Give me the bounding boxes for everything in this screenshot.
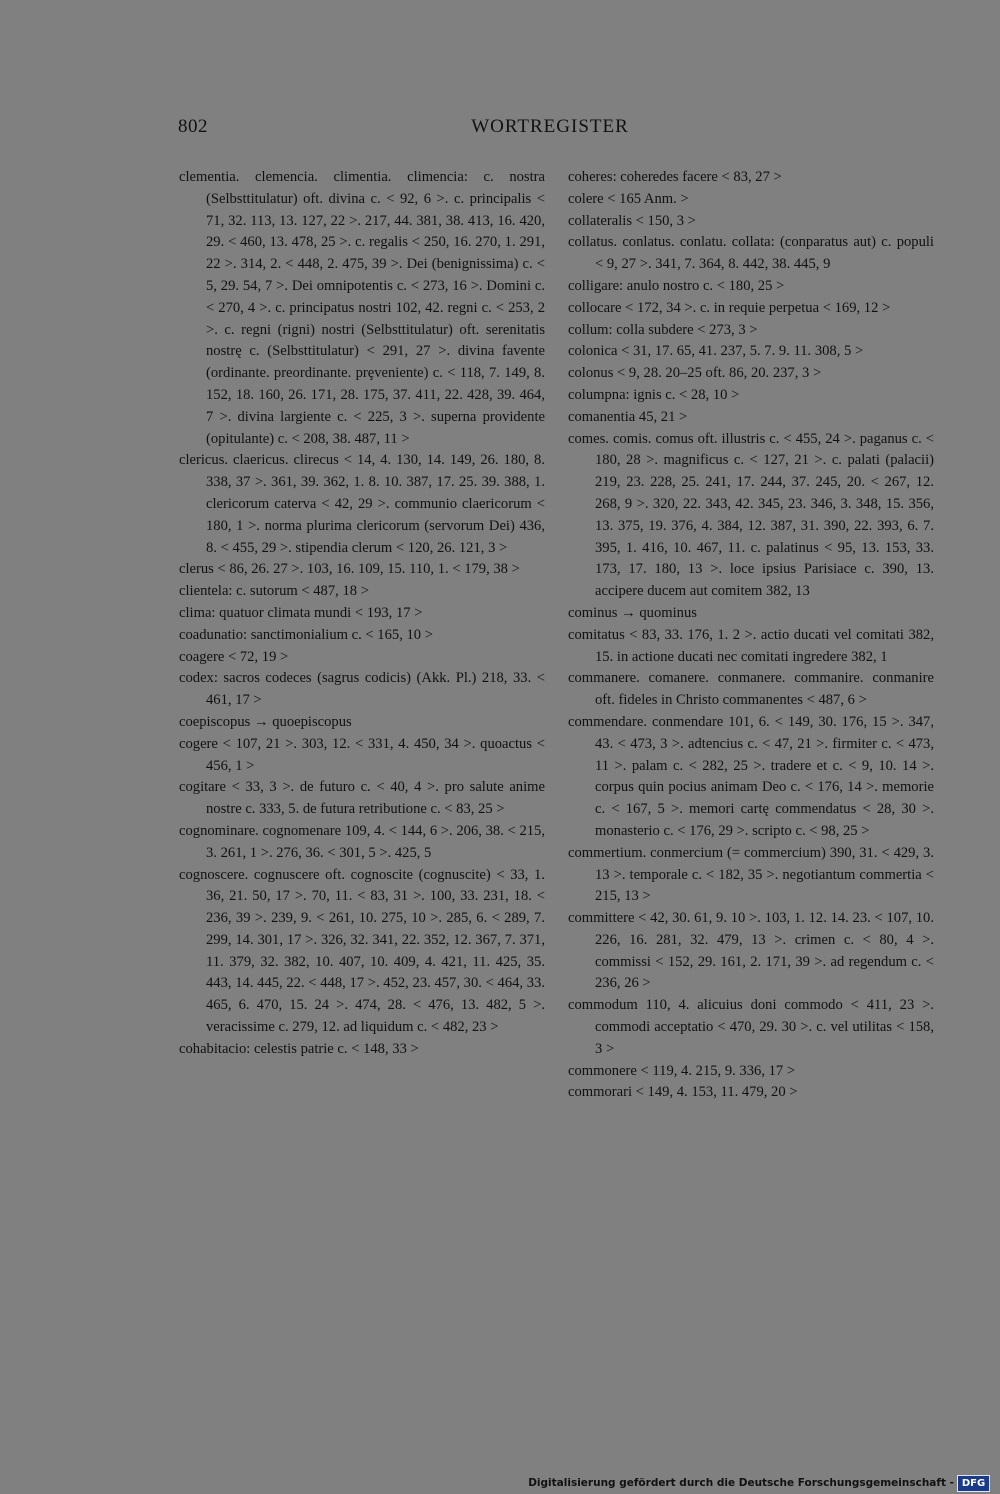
- index-entry: cominus → quominus: [568, 604, 697, 621]
- index-entry: collocare < 172, 34 >. c. in requie perpetua < 169, 12 >: [568, 299, 891, 316]
- index-entry: colonica < 31, 17. 65, 41. 237, 5. 7. 9. 11. 308, 5 >: [568, 343, 864, 360]
- index-entry: comitatus < 83, 33. 176, 1. 2 >. actio ducati vel comitati 382, 15. in actione ducati nec comitati ingredere 382, 1: [568, 626, 934, 665]
- index-entry: cognoscere. cognuscere oft. cognoscite (cognuscite) < 33, 1. 36, 21. 50, 17 >. 70, 11. < 83, 31 >. 100, 33. 231, 18. < 236, 39 >. 239, 9. < 261, 10. 275, 10 >. 285, 6. < 289, 7. 299, 14. 301, 17 >. 326, 32. 341, 22. 352, 12. 367, 7. 371, 11. 379, 32. 382, 10. 407, 10. 409, 4. 421, 11. 425, 35. 443, 14. 445, 22. < 448, 17 >. 452, 23. 457, 30. < 464, 33. 465, 6. 470, 15. 24 >. 474, 28. < 476, 13. 482, 5 >. veracissime c. 279, 12. ad liquidum c. < 482, 23 >: [179, 866, 545, 1036]
- index-entry: clima: quatuor climata mundi < 193, 17 >: [179, 604, 423, 621]
- index-entry: codex: sacros codeces (sagrus codicis) (Akk. Pl.) 218, 33. < 461, 17 >: [179, 670, 545, 709]
- index-entry: clerus < 86, 26. 27 >. 103, 16. 109, 15. 110, 1. < 179, 38 >: [179, 561, 520, 578]
- index-entry: coagere < 72, 19 >: [179, 648, 289, 665]
- index-entry: commanere. comanere. conmanere. commanire. conmanire oft. fideles in Christo commanentes < 487, 6 >: [568, 670, 934, 709]
- index-entry: commertium. conmercium (= commercium) 390, 31. < 429, 3. 13 >. temporale c. < 182, 35 >. negotiantum commertia < 215, 13 >: [568, 844, 934, 905]
- index-entry: cogere < 107, 21 >. 303, 12. < 331, 4. 450, 34 >. quoactus < 456, 1 >: [179, 735, 545, 774]
- index-entry: commorari < 149, 4. 153, 11. 479, 20 >: [568, 1084, 798, 1101]
- index-entry: clientela: c. sutorum < 487, 18 >: [179, 583, 369, 600]
- index-entry: commonere < 119, 4. 215, 9. 336, 17 >: [568, 1062, 796, 1079]
- left-column: [179, 167, 545, 1061]
- index-entry: coheres: coheredes facere < 83, 27 >: [568, 169, 782, 185]
- index-entry: cogitare < 33, 3 >. de futuro c. < 40, 4 >. pro salute anime nostre c. 333, 5. de futura retributione c. < 83, 25 >: [179, 779, 545, 818]
- index-entry: cognominare. cognomenare 109, 4. < 144, 6 >. 206, 38. < 215, 3. 261, 1 >. 276, 36. < 301, 5 >. 425, 5: [179, 822, 545, 861]
- page-number: 802: [178, 116, 208, 137]
- index-entry: commendare. conmendare 101, 6. < 149, 30. 176, 15 >. 347, 43. < 473, 3 >. adtencius c. < 47, 21 >. firmiter c. < 473, 11 >. palam c. < 282, 25 >. tradere et c. < 9, 10. 14 >. corpus quin pocius animam Deo c. < 176, 14 >. memorie c. < 167, 5 >. memori cartę commendatus < 28, 30 >. monasterio c. < 176, 29 >. scripto c. < 98, 25 >: [568, 713, 934, 839]
- index-entry: cohabitacio: celestis patrie c. < 148, 33 >: [179, 1040, 419, 1057]
- index-entry: clementia. clemencia. climentia. climencia: c. nostra (Selbsttitulatur) oft. divina c. < 92, 6 >. c. principalis < 71, 32. 113, 13. 127, 22 >. 217, 44. 381, 38. 413, 16. 420, 29. < 460, 13. 478, 25 >. c. regalis < 250, 16. 270, 1. 291, 22 >. 314, 2. < 448, 2. 475, 39 >. Dei (benignissima) c. < 5, 29. 54, 7 >. Dei omnipotentis c. < 273, 16 >. Domini c. < 270, 4 >. c. principatus nostri 102, 42. regni c. < 253, 2 >. c. regni (rigni) nostri (Selbsttitulatur) oft. serenitatis nostrę c. (Selbsttitulatur) < 291, 27 >. divina favente (ordinante. preordinante. prȩveniente) c. < 118, 7. 149, 8. 152, 18. 160, 26. 171, 28. 175, 37. 411, 22. 428, 39. 464, 7 >. divina largiente c. < 225, 3 >. superna providente (opitulante) c. < 208, 38. 487, 11 >: [179, 169, 545, 447]
- index-entry: collatus. conlatus. conlatu. collata: (conparatus aut) c. populi < 9, 27 >. 341, 7. 364, 8. 442, 38. 445, 9: [568, 234, 934, 273]
- index-entry: colligare: anulo nostro c. < 180, 25 >: [568, 277, 785, 294]
- index-entry: comanentia 45, 21 >: [568, 408, 688, 425]
- index-entry: clericus. claericus. clirecus < 14, 4. 130, 14. 149, 26. 180, 8. 338, 37 >. 361, 39. 362, 1. 8. 10. 387, 17. 25. 39. 388, 1. clericorum caterva < 42, 29 >. communio claericorum < 180, 1 >. norma plurima clericorum (servorum Dei) 436, 8. < 455, 29 >. stipendia clerum < 120, 26. 121, 3 >: [179, 452, 545, 556]
- index-entry: commodum 110, 4. alicuius doni commodo < 411, 23 >. commodi acceptatio < 470, 29. 30 >. c. vel utilitas < 158, 3 >: [568, 997, 934, 1057]
- page-title: WORTREGISTER: [471, 116, 629, 137]
- index-entry: coadunatio: sanctimonialium c. < 165, 10 >: [179, 626, 433, 643]
- footer-credit: Digitalisierung gefördert durch die Deutsche Forschungsgemeinschaft -: [528, 1477, 954, 1489]
- dfg-logo: DFG: [957, 1475, 990, 1492]
- index-entry: collum: colla subdere < 273, 3 >: [568, 321, 758, 338]
- index-entry: comes. comis. comus oft. illustris c. < 455, 24 >. paganus c. < 180, 28 >. magnificus c. < 127, 21 >. c. palati (palacii) 219, 23. 228, 25. 241, 17. 244, 37. 245, 20. < 267, 12. 268, 9 >. 320, 22. 343, 42. 345, 23. 346, 3. 348, 15. 356, 13. 375, 19. 376, 4. 384, 12. 387, 31. 390, 22. 393, 6. 7. 395, 1. 416, 10. 467, 11. c. palatinus < 95, 13. 153, 33. 173, 17. 180, 13 >. loce ipsius Parisiace c. 390, 13. accipere ducem aut comitem 382, 13: [568, 430, 934, 600]
- index-entry: committere < 42, 30. 61, 9. 10 >. 103, 1. 12. 14. 23. < 107, 10. 226, 16. 281, 32. 479, 13 >. crimen c. < 80, 4 >. commissi < 152, 29. 161, 2. 171, 39 >. ad regendum c. < 236, 26 >: [568, 910, 934, 992]
- index-entry: colonus < 9, 28. 20–25 oft. 86, 20. 237, 3 >: [568, 365, 822, 382]
- index-entry: colere < 165 Anm. >: [568, 190, 689, 207]
- right-column: [568, 167, 934, 1104]
- index-entry: coepiscopus → quoepiscopus: [179, 713, 352, 730]
- index-entry: collateralis < 150, 3 >: [568, 212, 696, 229]
- index-entry: columpna: ignis c. < 28, 10 >: [568, 386, 740, 403]
